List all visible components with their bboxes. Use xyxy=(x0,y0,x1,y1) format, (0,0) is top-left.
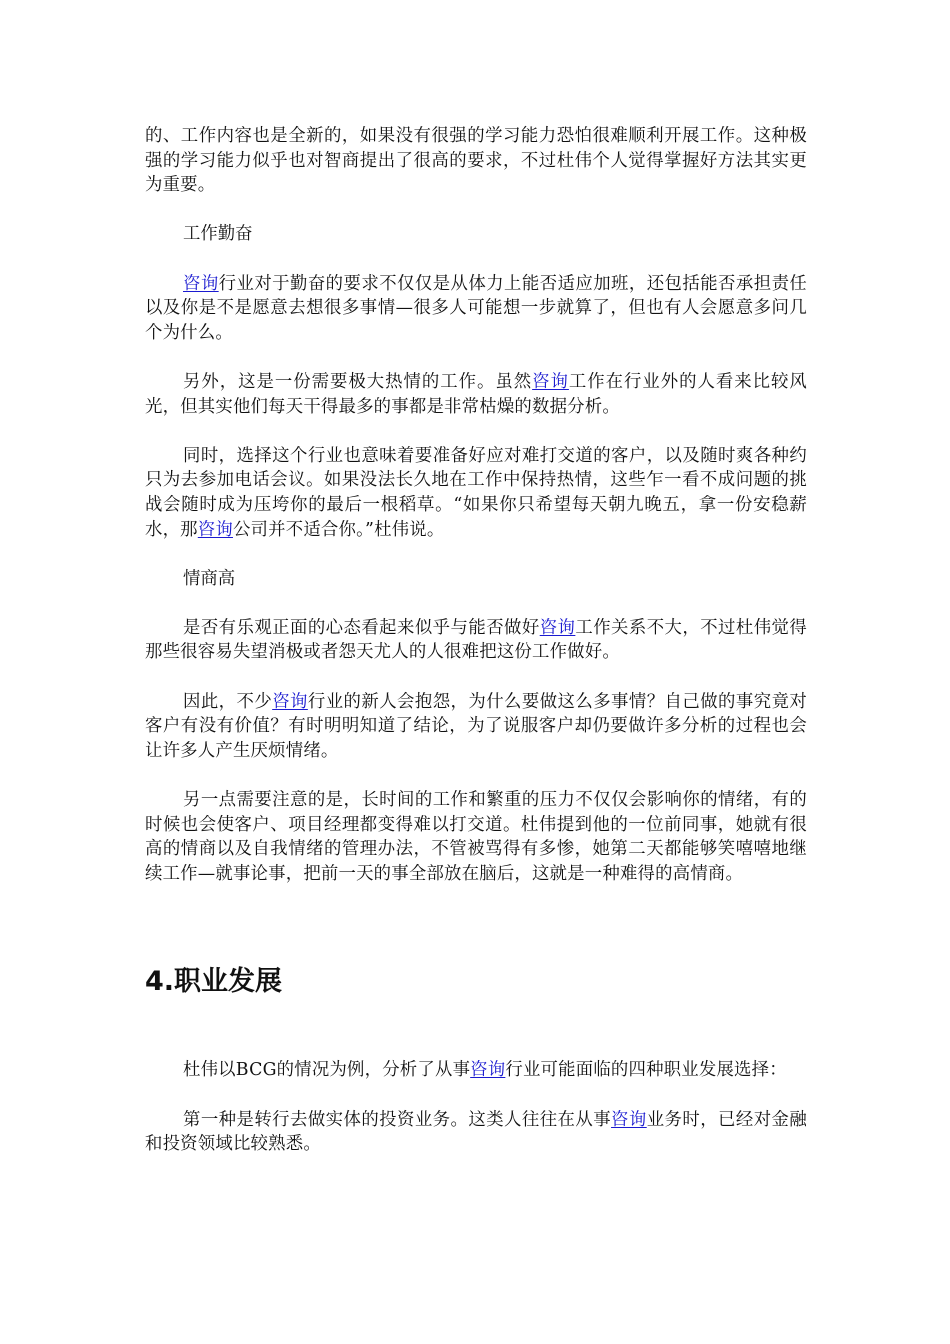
paragraph-text: 工作在行业外的人看来比较风光，但其实他们每天干得最多的事都是非常枯燥的数据分析。 xyxy=(145,371,808,417)
paragraph-text: 杜伟以BCG的情况为例，分析了从事 xyxy=(183,1060,471,1081)
paragraph-text: 公司并不适合你。”杜伟说。 xyxy=(232,519,445,540)
paragraph-pressure: 另一点需要注意的是，长时间的工作和繁重的压力不仅仅会影响你的情绪，有的时候也会使客户、项目经理都变得难以打交道。杜伟提到他的一位前同事，她就有很高的情商以及自我情绪的管理办法，不管被骂得有多惨，她第二天都能够笑嘻嘻地继续工作—就事论事，把前一天的事全部放在脑后，这就是一种难得的高情商。 xyxy=(145,790,807,884)
paragraph-passion xyxy=(145,370,807,419)
consulting-link[interactable]: 咨询 xyxy=(532,371,569,392)
consulting-link[interactable]: 咨询 xyxy=(183,273,219,294)
paragraph-text: 行业对于勤奋的要求不仅仅是从体力上能否适应加班，还包括能否承担责任以及你是不是愿意去想很多事情—很多人可能想一步就算了，但也有人会愿意多问几个为什么。 xyxy=(145,273,807,343)
paragraph-text: 是否有乐观正面的心态看起来似乎与能否做好 xyxy=(183,617,540,638)
paragraph-clients xyxy=(145,444,807,542)
consulting-link[interactable]: 咨询 xyxy=(539,617,576,638)
document-page xyxy=(145,124,807,1157)
paragraph-text: 同时，选择这个行业也意味着要准备好应对难打交道的客户，以及随时爽各种约只为去参加电话会议。如果没法长久地在工作中保持热情，这些乍一看不成问题的挑战会随时成为压垮你的最后一根稻草。“如果你只希望每天朝九晚五，拿一份安稳薪水，那 xyxy=(145,445,807,540)
paragraph-text: 工作关系不大，不过杜伟觉得那些很容易失望消极或者怨天尤人的人很难把这份工作做好。 xyxy=(145,617,807,663)
consulting-link[interactable]: 咨询 xyxy=(470,1060,506,1081)
paragraph-learning-ability: 的、工作内容也是全新的，如果没有很强的学习能力恐怕很难顺利开展工作。这种极强的学习能力似乎也对智商提出了很高的要求，不过杜伟个人觉得掌握好方法其实更为重要。 xyxy=(145,126,807,196)
consulting-link[interactable]: 咨询 xyxy=(197,519,233,540)
paragraph-text: 业务时，已经对金融和投资领域比较熟悉。 xyxy=(145,1109,807,1155)
paragraph-diligence xyxy=(145,272,807,346)
paragraph-bcg xyxy=(145,1058,807,1083)
paragraph-text: 第一种是转行去做实体的投资业务。这类人往往在从事 xyxy=(183,1109,612,1130)
consulting-link[interactable]: 咨询 xyxy=(611,1109,647,1130)
paragraph-text: 另外，这是一份需要极大热情的工作。虽然 xyxy=(183,371,533,392)
paragraph-text: 行业可能面临的四种职业发展选择： xyxy=(505,1060,787,1081)
consulting-link[interactable]: 咨询 xyxy=(272,691,308,712)
subheading-eq: 情商高 xyxy=(183,568,236,589)
subheading-diligent: 工作勤奋 xyxy=(183,224,253,245)
paragraph-text: 行业的新人会抱怨，为什么要做这么多事情？自己做的事究竟对客户有没有价值？有时明明知道了结论，为了说服客户却仍要做许多分析的过程也会让许多人产生厌烦情绪。 xyxy=(145,691,807,761)
section-title-career: 4.职业发展 xyxy=(145,966,283,998)
paragraph-option-one xyxy=(145,1108,807,1157)
paragraph-attitude xyxy=(145,616,807,665)
paragraph-text: 因此，不少 xyxy=(183,691,273,712)
paragraph-newcomers xyxy=(145,690,807,764)
